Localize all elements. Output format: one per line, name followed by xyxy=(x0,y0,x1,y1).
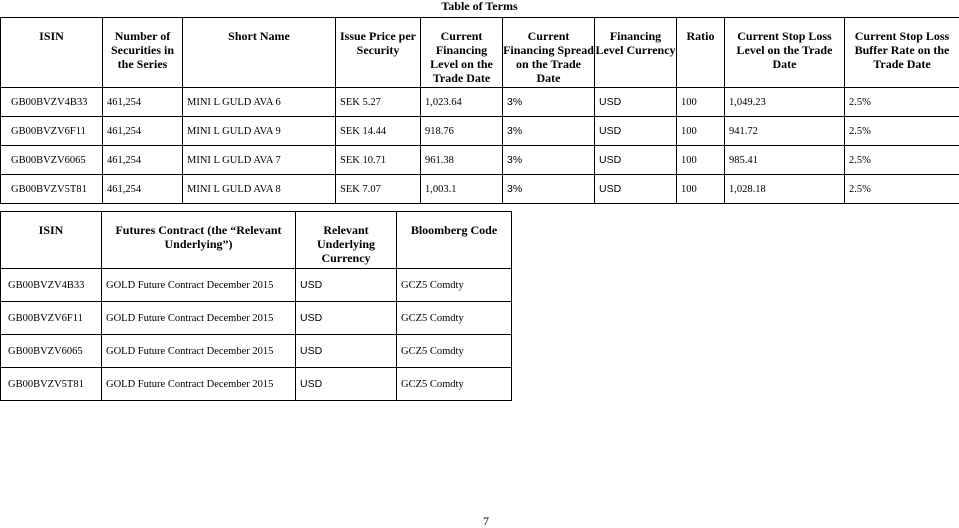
cell-stop-loss-level: 1,028.18 xyxy=(725,175,845,204)
cell-ratio: 100 xyxy=(677,175,725,204)
terms-row xyxy=(1,88,959,117)
futures-header-isin: ISIN xyxy=(1,212,102,269)
cell-stop-loss-buffer: 2.5% xyxy=(845,117,959,146)
terms-header-issue-price: Issue Price per Security xyxy=(336,18,421,88)
cell-futures-contract: GOLD Future Contract December 2015 xyxy=(102,368,296,401)
document-title: Table of Terms xyxy=(441,0,518,13)
terms-row xyxy=(1,146,959,175)
terms-header-financing-level: Current Financing Level on the Trade Date xyxy=(421,18,503,88)
cell-stop-loss-buffer: 2.5% xyxy=(845,88,959,117)
cell-ratio: 100 xyxy=(677,88,725,117)
cell-number-of-securities: 461,254 xyxy=(103,175,183,204)
cell-futures-contract: GOLD Future Contract December 2015 xyxy=(102,335,296,368)
terms-header-financing-spread: Current Financing Spread on the Trade Date xyxy=(503,18,595,88)
cell-bloomberg-code: GCZ5 Comdty xyxy=(397,368,512,401)
table-of-terms xyxy=(0,17,959,204)
cell-ratio: 100 xyxy=(677,117,725,146)
cell-underlying-currency: USD xyxy=(296,269,397,302)
cell-underlying-currency: USD xyxy=(296,302,397,335)
cell-financing-currency: USD xyxy=(595,88,677,117)
cell-short-name: MINI L GULD AVA 7 xyxy=(183,146,336,175)
terms-header-number-of-securities: Number of Securities in the Series xyxy=(103,18,183,88)
cell-financing-spread: 3% xyxy=(503,117,595,146)
cell-financing-spread: 3% xyxy=(503,146,595,175)
cell-financing-currency: USD xyxy=(595,117,677,146)
terms-header-stop-loss-level: Current Stop Loss Level on the Trade Date xyxy=(725,18,845,88)
futures-header-currency: Relevant Underlying Currency xyxy=(296,212,397,269)
cell-number-of-securities: 461,254 xyxy=(103,88,183,117)
cell-issue-price: SEK 10.71 xyxy=(336,146,421,175)
terms-header-financing-currency: Financing Level Currency xyxy=(595,18,677,88)
terms-row xyxy=(1,175,959,204)
cell-bloomberg-code: GCZ5 Comdty xyxy=(397,335,512,368)
cell-isin: GB00BVZV6F11 xyxy=(1,117,103,146)
cell-isin: GB00BVZV5T81 xyxy=(1,368,102,401)
cell-isin: GB00BVZV4B33 xyxy=(1,88,103,117)
cell-isin: GB00BVZV4B33 xyxy=(1,269,102,302)
cell-isin: GB00BVZV6065 xyxy=(1,146,103,175)
cell-ratio: 100 xyxy=(677,146,725,175)
futures-header-row xyxy=(1,212,512,269)
cell-number-of-securities: 461,254 xyxy=(103,146,183,175)
cell-issue-price: SEK 14.44 xyxy=(336,117,421,146)
futures-row xyxy=(1,335,512,368)
cell-stop-loss-level: 941.72 xyxy=(725,117,845,146)
terms-header-isin: ISIN xyxy=(1,18,103,88)
futures-header-contract: Futures Contract (the “Relevant Underlying”) xyxy=(102,212,296,269)
cell-stop-loss-buffer: 2.5% xyxy=(845,146,959,175)
cell-underlying-currency: USD xyxy=(296,368,397,401)
cell-short-name: MINI L GULD AVA 8 xyxy=(183,175,336,204)
cell-stop-loss-level: 985.41 xyxy=(725,146,845,175)
cell-isin: GB00BVZV6065 xyxy=(1,335,102,368)
cell-short-name: MINI L GULD AVA 6 xyxy=(183,88,336,117)
cell-financing-level: 961.38 xyxy=(421,146,503,175)
futures-row xyxy=(1,302,512,335)
cell-futures-contract: GOLD Future Contract December 2015 xyxy=(102,269,296,302)
cell-underlying-currency: USD xyxy=(296,335,397,368)
terms-header-stop-loss-buffer: Current Stop Loss Buffer Rate on the Trade Date xyxy=(845,18,959,88)
cell-bloomberg-code: GCZ5 Comdty xyxy=(397,269,512,302)
cell-issue-price: SEK 7.07 xyxy=(336,175,421,204)
cell-issue-price: SEK 5.27 xyxy=(336,88,421,117)
cell-financing-currency: USD xyxy=(595,146,677,175)
cell-financing-level: 918.76 xyxy=(421,117,503,146)
terms-header-ratio: Ratio xyxy=(677,18,725,88)
cell-bloomberg-code: GCZ5 Comdty xyxy=(397,302,512,335)
cell-financing-spread: 3% xyxy=(503,88,595,117)
terms-header-row xyxy=(1,18,959,88)
cell-number-of-securities: 461,254 xyxy=(103,117,183,146)
cell-financing-spread: 3% xyxy=(503,175,595,204)
terms-header-short-name: Short Name xyxy=(183,18,336,88)
terms-row xyxy=(1,117,959,146)
cell-financing-level: 1,023.64 xyxy=(421,88,503,117)
cell-financing-currency: USD xyxy=(595,175,677,204)
page-number: 7 xyxy=(483,514,489,528)
futures-row xyxy=(1,368,512,401)
futures-row xyxy=(1,269,512,302)
cell-stop-loss-level: 1,049.23 xyxy=(725,88,845,117)
cell-financing-level: 1,003.1 xyxy=(421,175,503,204)
cell-futures-contract: GOLD Future Contract December 2015 xyxy=(102,302,296,335)
futures-contract-table xyxy=(0,211,512,401)
cell-stop-loss-buffer: 2.5% xyxy=(845,175,959,204)
cell-isin: GB00BVZV6F11 xyxy=(1,302,102,335)
cell-short-name: MINI L GULD AVA 9 xyxy=(183,117,336,146)
cell-isin: GB00BVZV5T81 xyxy=(1,175,103,204)
futures-header-bloomberg-code: Bloomberg Code xyxy=(397,212,512,269)
